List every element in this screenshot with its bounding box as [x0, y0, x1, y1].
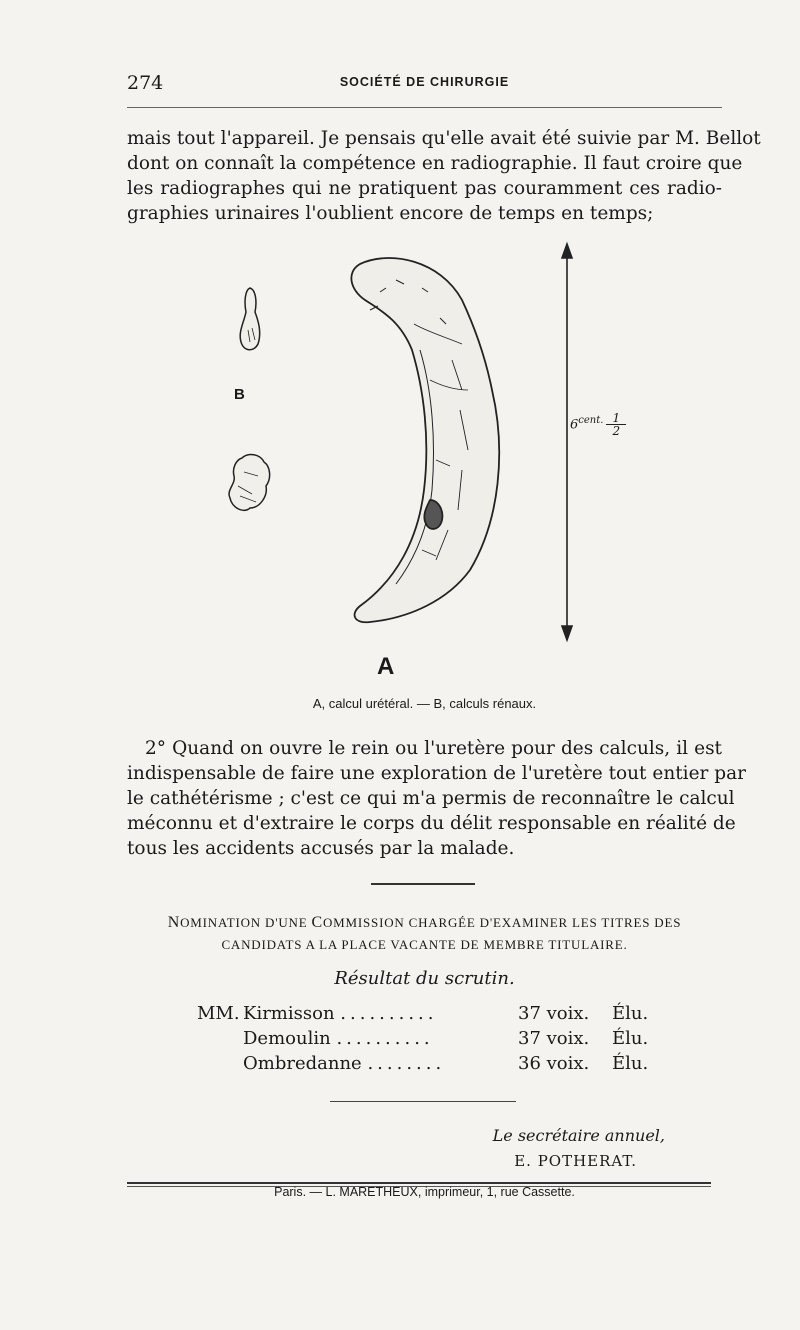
text-line: indispensable de faire une exploration de l'uretère tout entier par — [127, 763, 746, 784]
leader-dots: .......... — [340, 1003, 438, 1024]
candidate-name: Kirmisson — [243, 1003, 335, 1024]
figure-caption: A, calcul urétéral. — B, calculs rénaux. — [312, 696, 537, 711]
text-line: les radiographes qui ne pratiquent pas couramment ces radio- — [127, 178, 722, 199]
figure-label-b: B — [234, 386, 245, 403]
vote-count: 37 voix. — [518, 1003, 590, 1024]
result-title: Résultat du scrutin. — [334, 968, 515, 989]
calculus-a-ureteral — [351, 258, 499, 622]
vote-result: Élu. — [612, 1028, 649, 1049]
leader-dots: ........ — [367, 1053, 446, 1074]
text-line: dont on connaît la compétence en radiographie. Il faut croire que — [127, 153, 743, 174]
calculus-b-lower — [229, 455, 270, 511]
page-header — [127, 72, 722, 96]
leader-dots: .......... — [336, 1028, 434, 1049]
scale-fraction-numerator: 1 — [606, 412, 626, 425]
section-title-line2: CANDIDATS A LA PLACE VACANTE DE MEMBRE TITULAIRE. — [221, 937, 628, 952]
scale-number: 6 — [570, 417, 579, 433]
vote-count: 37 voix. — [518, 1028, 590, 1049]
vote-count: 36 voix. — [518, 1053, 590, 1074]
figure-label-a: A — [377, 653, 395, 680]
scale-arrow — [562, 244, 572, 640]
signature-role: Le secrétaire annuel, — [492, 1126, 665, 1145]
title-text: OMINATION D'UNE — [180, 915, 312, 930]
candidate-name: Demoulin — [243, 1028, 331, 1049]
text-line: 2° Quand on ouvre le rein ou l'uretère pour des calculs, il est — [145, 738, 722, 759]
vote-candidate — [243, 1051, 445, 1076]
paragraph-recommendation — [127, 736, 746, 861]
section-separator — [371, 883, 475, 885]
signature-separator — [330, 1101, 516, 1102]
text-line: méconnu et d'extraire le corps du délit responsable en réalité de — [127, 813, 736, 834]
printer-imprint: Paris. — L. MARETHEUX, imprimeur, 1, rue Cassette. — [274, 1185, 575, 1199]
scale-unit: cent. — [578, 415, 604, 426]
vote-candidate — [243, 1001, 438, 1026]
scale-fraction-denominator: 2 — [612, 424, 621, 439]
calculi-illustration — [200, 240, 630, 690]
vote-candidate — [243, 1026, 434, 1051]
page-number: 274 — [127, 72, 164, 94]
text-line: le cathétérisme ; c'est ce qui m'a permis de reconnaître le calcul — [127, 788, 735, 809]
scale-annotation — [570, 412, 626, 437]
title-initial: N — [167, 914, 181, 931]
vote-result: Élu. — [612, 1003, 649, 1024]
vote-prefix: MM. — [197, 1003, 240, 1024]
section-title — [127, 912, 722, 956]
candidate-name: Ombredanne — [243, 1053, 362, 1074]
title-initial: C — [311, 914, 323, 931]
calculus-b-upper — [240, 288, 260, 350]
footer-rule — [127, 1182, 711, 1184]
vote-result: Élu. — [612, 1053, 649, 1074]
text-line: tous les accidents accusés par la malade. — [127, 838, 515, 859]
paragraph-continued — [127, 126, 761, 226]
title-text: OMMISSION CHARGÉE D'EXAMINER LES TITRES DES — [322, 915, 682, 930]
text-line: mais tout l'appareil. Je pensais qu'elle avait été suivie par M. Bellot — [127, 128, 761, 149]
running-head: SOCIÉTÉ DE CHIRURGIE — [339, 75, 510, 89]
header-rule — [127, 107, 722, 108]
section-title-line1 — [127, 912, 722, 934]
signature-name: E. POTHERAT. — [514, 1152, 637, 1170]
text-line: graphies urinaires l'oublient encore de temps en temps; — [127, 203, 654, 224]
